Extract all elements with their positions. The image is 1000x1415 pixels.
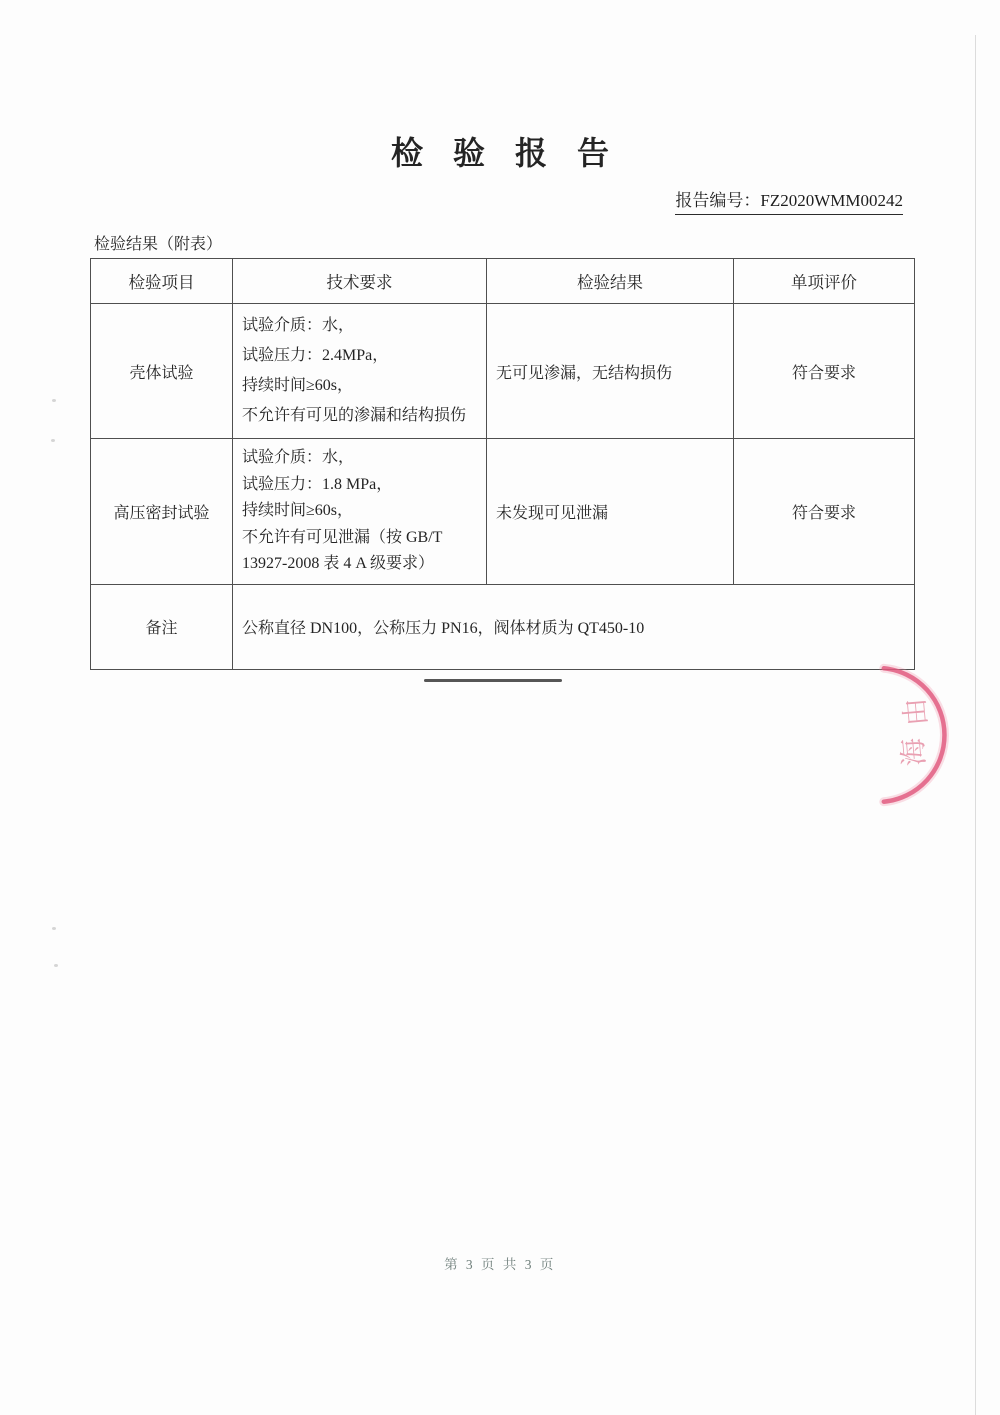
header-result: 检验结果	[487, 259, 734, 304]
remark-value: 公称直径 DN100，公称压力 PN16，阀体材质为 QT450-10	[233, 584, 915, 669]
cell-evaluation: 符合要求	[734, 439, 915, 585]
cell-item: 高压密封试验	[91, 439, 233, 585]
cell-requirement	[233, 439, 487, 585]
remark-label: 备注	[91, 584, 233, 669]
stamp-arc	[884, 668, 945, 801]
requirement-line: 试验介质：水，	[242, 449, 355, 466]
requirement-line: 试验压力：1.8 MPa，	[242, 475, 393, 493]
scan-speck	[54, 964, 58, 967]
end-of-report-divider	[424, 679, 562, 682]
requirement-line: 试验压力：2.4MPa，	[242, 347, 389, 364]
report-number-label: 报告编号：	[675, 191, 761, 210]
page-title	[0, 128, 1000, 174]
page-title-text: 检验报告	[390, 135, 639, 171]
report-number	[675, 186, 903, 215]
requirement-line: 不允许有可见泄漏（按 GB/T	[242, 528, 443, 546]
table-row-shell-test	[91, 304, 915, 439]
scan-speck	[52, 399, 56, 402]
header-evaluation: 单项评价	[734, 259, 915, 304]
table-row-remark	[91, 584, 915, 669]
attachment-label: 检验结果（附表）	[94, 236, 223, 253]
cell-evaluation: 符合要求	[734, 304, 915, 439]
results-table	[90, 258, 915, 670]
report-number-value: FZ2020WMM00242	[760, 191, 903, 210]
cell-item: 壳体试验	[91, 304, 233, 439]
page-edge-line	[975, 35, 976, 1415]
scan-speck	[52, 927, 56, 930]
requirement-line: 试验介质：水，	[242, 317, 355, 334]
header-requirement: 技术要求	[233, 259, 487, 304]
cell-result: 无可见渗漏，无结构损伤	[487, 304, 734, 439]
stamp-glyph: 由	[899, 696, 934, 728]
stamp-glyph: 海	[897, 736, 932, 768]
table-header-row	[91, 259, 915, 304]
header-item: 检验项目	[91, 259, 233, 304]
requirement-line: 持续时间≥60s，	[242, 502, 354, 519]
cell-result: 未发现可见泄漏	[487, 439, 734, 585]
red-stamp-fragment	[865, 650, 975, 820]
stamp-arc-halo	[884, 668, 945, 801]
requirement-line: 不允许有可见的渗漏和结构损伤	[242, 407, 467, 424]
requirement-line: 13927-2008 表 4 A 级要求）	[242, 555, 435, 572]
scan-speck	[51, 439, 55, 442]
table-row-seal-test	[91, 439, 915, 585]
footer-page-number: 第 3 页 共 3 页	[444, 1257, 556, 1272]
requirement-line: 持续时间≥60s，	[242, 377, 354, 394]
cell-requirement	[233, 304, 487, 439]
